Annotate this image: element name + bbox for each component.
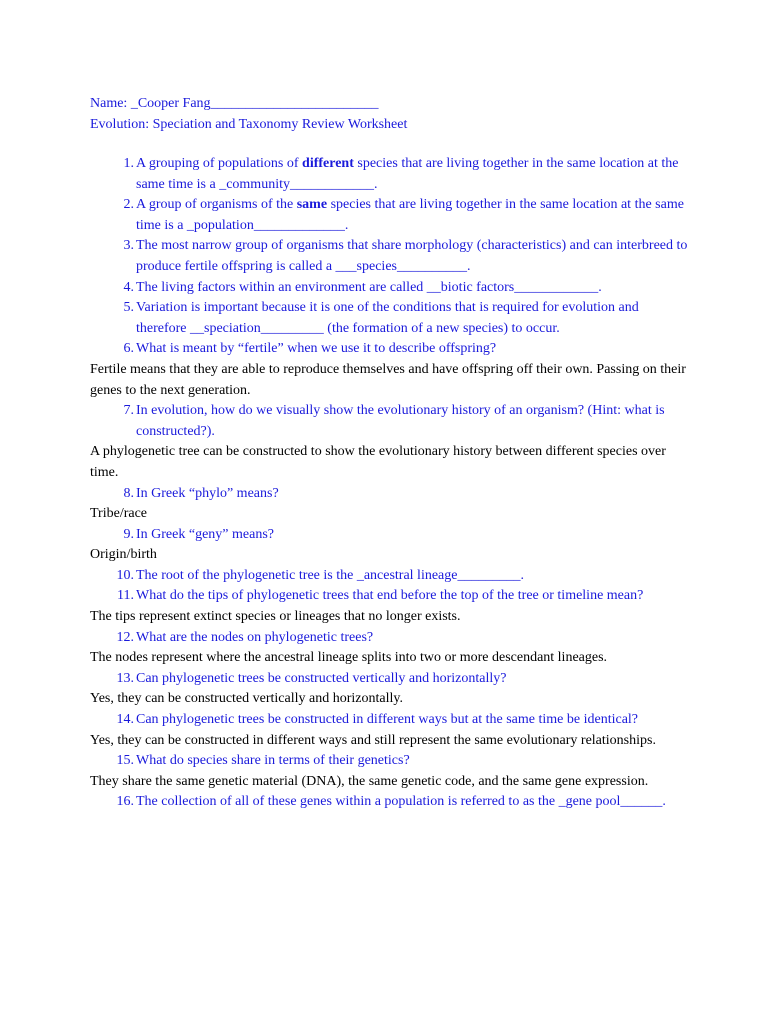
question-7: 7. In evolution, how do we visually show the evolutionary history of an organism? (Hint: what is constructed?). — [123, 403, 665, 439]
question-16: 16. The collection of all of these genes within a population is referred to as the _gene pool______. — [116, 794, 666, 810]
answer-9: Origin/birth — [90, 547, 157, 563]
question-1: 1. A grouping of populations of different species that are living together in the same location at the same time is a _community____________. — [123, 156, 679, 192]
question-15: 15. What do species share in terms of their genetics? — [116, 753, 410, 769]
question-4: 4. The living factors within an environment are called __biotic factors____________. — [123, 279, 602, 295]
question-11: 11. What do the tips of phylogenetic trees that end before the top of the tree or timeline mean? — [117, 588, 644, 604]
question-9: 9. In Greek “geny” means? — [123, 526, 274, 542]
question-10: 10. The root of the phylogenetic tree is the _ancestral lineage_________. — [116, 567, 524, 583]
answer-13: Yes, they can be constructed vertically and horizontally. — [90, 691, 403, 707]
answer-6: Fertile means that they are able to reproduce themselves and have offspring off their own. Passing on their genes to the next generation. — [90, 361, 686, 398]
question-8: 8. In Greek “phylo” means? — [123, 485, 279, 501]
question-2: 2. A group of organisms of the same species that are living together in the same location at the same time is a _population_____________. — [123, 197, 684, 233]
answer-8: Tribe/race — [90, 506, 148, 522]
question-12: 12. What are the nodes on phylogenetic trees? — [116, 629, 374, 645]
question-13: 13. Can phylogenetic trees be constructed vertically and horizontally? — [116, 670, 507, 686]
answer-15: They share the same genetic material (DNA), the same genetic code, and the same gene expression. — [90, 773, 649, 789]
question-5: 5. Variation is important because it is one of the conditions that is required for evolution and therefore __speciation_________ (the formation of a new species) to occur. — [123, 300, 639, 336]
question-3: 3. The most narrow group of organisms that share morphology (characteristics) and can interbreed to produce fertile offspring is called a ___species__________. — [123, 238, 688, 274]
worksheet-header — [90, 93, 690, 135]
answer-11: The tips represent extinct species or lineages that no longer exists. — [90, 609, 461, 625]
answer-7: A phylogenetic tree can be constructed to show the evolutionary history between different species over time. — [90, 444, 666, 480]
worksheet-title: Evolution: Speciation and Taxonomy Review Worksheet — [90, 117, 408, 132]
answer-12: The nodes represent where the ancestral lineage splits into two or more descendant lineages. — [90, 650, 608, 666]
question-14: 14. Can phylogenetic trees be constructed in different ways but at the same time be identical? — [116, 712, 639, 728]
answer-14: Yes, they can be constructed in different ways and still represent the same evolutionary relationships. — [90, 732, 656, 748]
question-6: 6. What is meant by “fertile” when we use it to describe offspring? — [123, 341, 497, 357]
worksheet-content — [90, 154, 690, 813]
student-name: Name: _Cooper Fang________________________ — [90, 96, 379, 111]
